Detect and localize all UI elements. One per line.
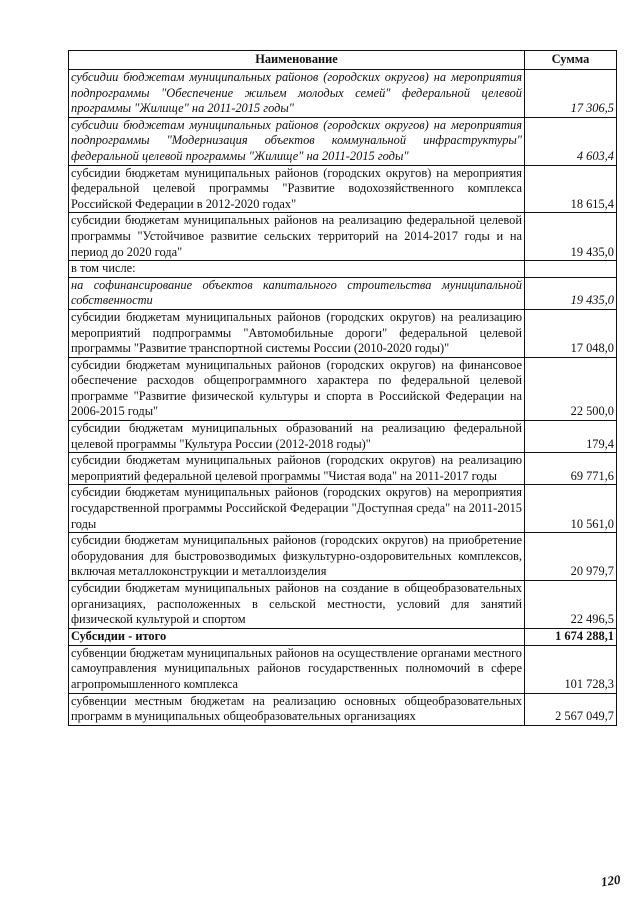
row-sum: 22 500,0: [525, 357, 617, 420]
row-name: субсидии бюджетам муниципальных районов (городских округов) на приобретение оборудования для быстровозводимых физкультурно-оздоровительных комплексов, включая металлоконструкции и металлоизделия: [69, 533, 525, 581]
row-name: субсидии бюджетам муниципальных районов (городских округов) на реализацию мероприятий подпрограммы "Автомобильные дороги" федеральной целевой программы "Развитие транспортной системы России (2010-2020 годы)": [69, 309, 525, 357]
table-row: [69, 213, 617, 261]
table-row: [69, 357, 617, 420]
row-name: субсидии бюджетам муниципальных районов (городских округов) на мероприятия подпрограммы "Обеспечение жильем молодых семей" федеральной целевой программы "Жилище" на 2011-2015 годы": [69, 70, 525, 118]
table-row: [69, 277, 617, 309]
total-label: Субсидии - итого: [69, 628, 525, 645]
row-sum: 20 979,7: [525, 533, 617, 581]
row-name: субсидии бюджетам муниципальных районов (городских округов) на мероприятия государственной программы Российской Федерации "Доступная среда" на 2011-2015 годы: [69, 485, 525, 533]
row-sum: [525, 261, 617, 278]
row-sum: 101 728,3: [525, 645, 617, 693]
table-row: [69, 485, 617, 533]
row-name: субсидии бюджетам муниципальных районов на реализацию федеральной целевой программы "Устойчивое развитие сельских территорий на 2014-2017 годы и на период до 2020 года": [69, 213, 525, 261]
table-row: [69, 165, 617, 213]
column-header-sum: Сумма: [525, 51, 617, 70]
row-sum: 18 615,4: [525, 165, 617, 213]
row-name: субвенции бюджетам муниципальных районов на осуществление органами местного самоуправления муниципальных районов государственных полномочий в сфере агропромышленного комплекса: [69, 645, 525, 693]
row-sum: 179,4: [525, 421, 617, 453]
row-sum: 69 771,6: [525, 453, 617, 485]
table-row: [69, 261, 617, 278]
row-name: субвенции местным бюджетам на реализацию основных общеобразовательных программ в муниципальных общеобразовательных организациях: [69, 693, 525, 725]
row-name: субсидии бюджетам муниципальных районов (городских округов) на мероприятия федеральной целевой программы "Развитие водохозяйственного комплекса Российской Федерации в 2012-2020 годах": [69, 165, 525, 213]
total-sum: 1 674 288,1: [525, 628, 617, 645]
row-sum: 19 435,0: [525, 277, 617, 309]
row-sum: 22 496,5: [525, 581, 617, 629]
table-row: [69, 581, 617, 629]
table-row: [69, 453, 617, 485]
table-row: [69, 70, 617, 118]
row-sum: 17 048,0: [525, 309, 617, 357]
row-name: на софинансирование объектов капитального строительства муниципальной собственности: [69, 277, 525, 309]
table-row: [69, 693, 617, 725]
table-row: [69, 421, 617, 453]
row-name: субсидии бюджетам муниципальных районов (городских округов) на мероприятия подпрограммы "Модернизация объектов коммунальной инфраструктуры" федеральной целевой программы "Жилище" на 2011-2015 годы": [69, 117, 525, 165]
page-number: 120: [599, 871, 621, 890]
row-name: субсидии бюджетам муниципальных районов на создание в общеобразовательных организациях, расположенных в сельской местности, условий для занятий физической культурой и спортом: [69, 581, 525, 629]
row-sum: 4 603,4: [525, 117, 617, 165]
row-name: субсидии бюджетам муниципальных образований на реализацию федеральной целевой программы "Культура России (2012-2018 годы)": [69, 421, 525, 453]
row-sum: 10 561,0: [525, 485, 617, 533]
row-name: субсидии бюджетам муниципальных районов (городских округов) на реализацию мероприятий федеральной целевой программы "Чистая вода" на 2011-2017 годы: [69, 453, 525, 485]
table-row: [69, 533, 617, 581]
table-row: [69, 117, 617, 165]
row-sum: 17 306,5: [525, 70, 617, 118]
table-header-row: [69, 51, 617, 70]
row-sum: 19 435,0: [525, 213, 617, 261]
row-name: в том числе:: [69, 261, 525, 278]
budget-table: [68, 50, 617, 726]
table-row: [69, 309, 617, 357]
row-name: субсидии бюджетам муниципальных районов (городских округов) на финансовое обеспечение расходов общепрограммного характера по федеральной целевой программе "Развитие физической культуры и спорта в Российской Федерации на 2006-2015 годы": [69, 357, 525, 420]
column-header-name: Наименование: [69, 51, 525, 70]
table-row: [69, 645, 617, 693]
document-page: [68, 50, 616, 726]
row-sum: 2 567 049,7: [525, 693, 617, 725]
subsidies-total-row: [69, 628, 617, 645]
